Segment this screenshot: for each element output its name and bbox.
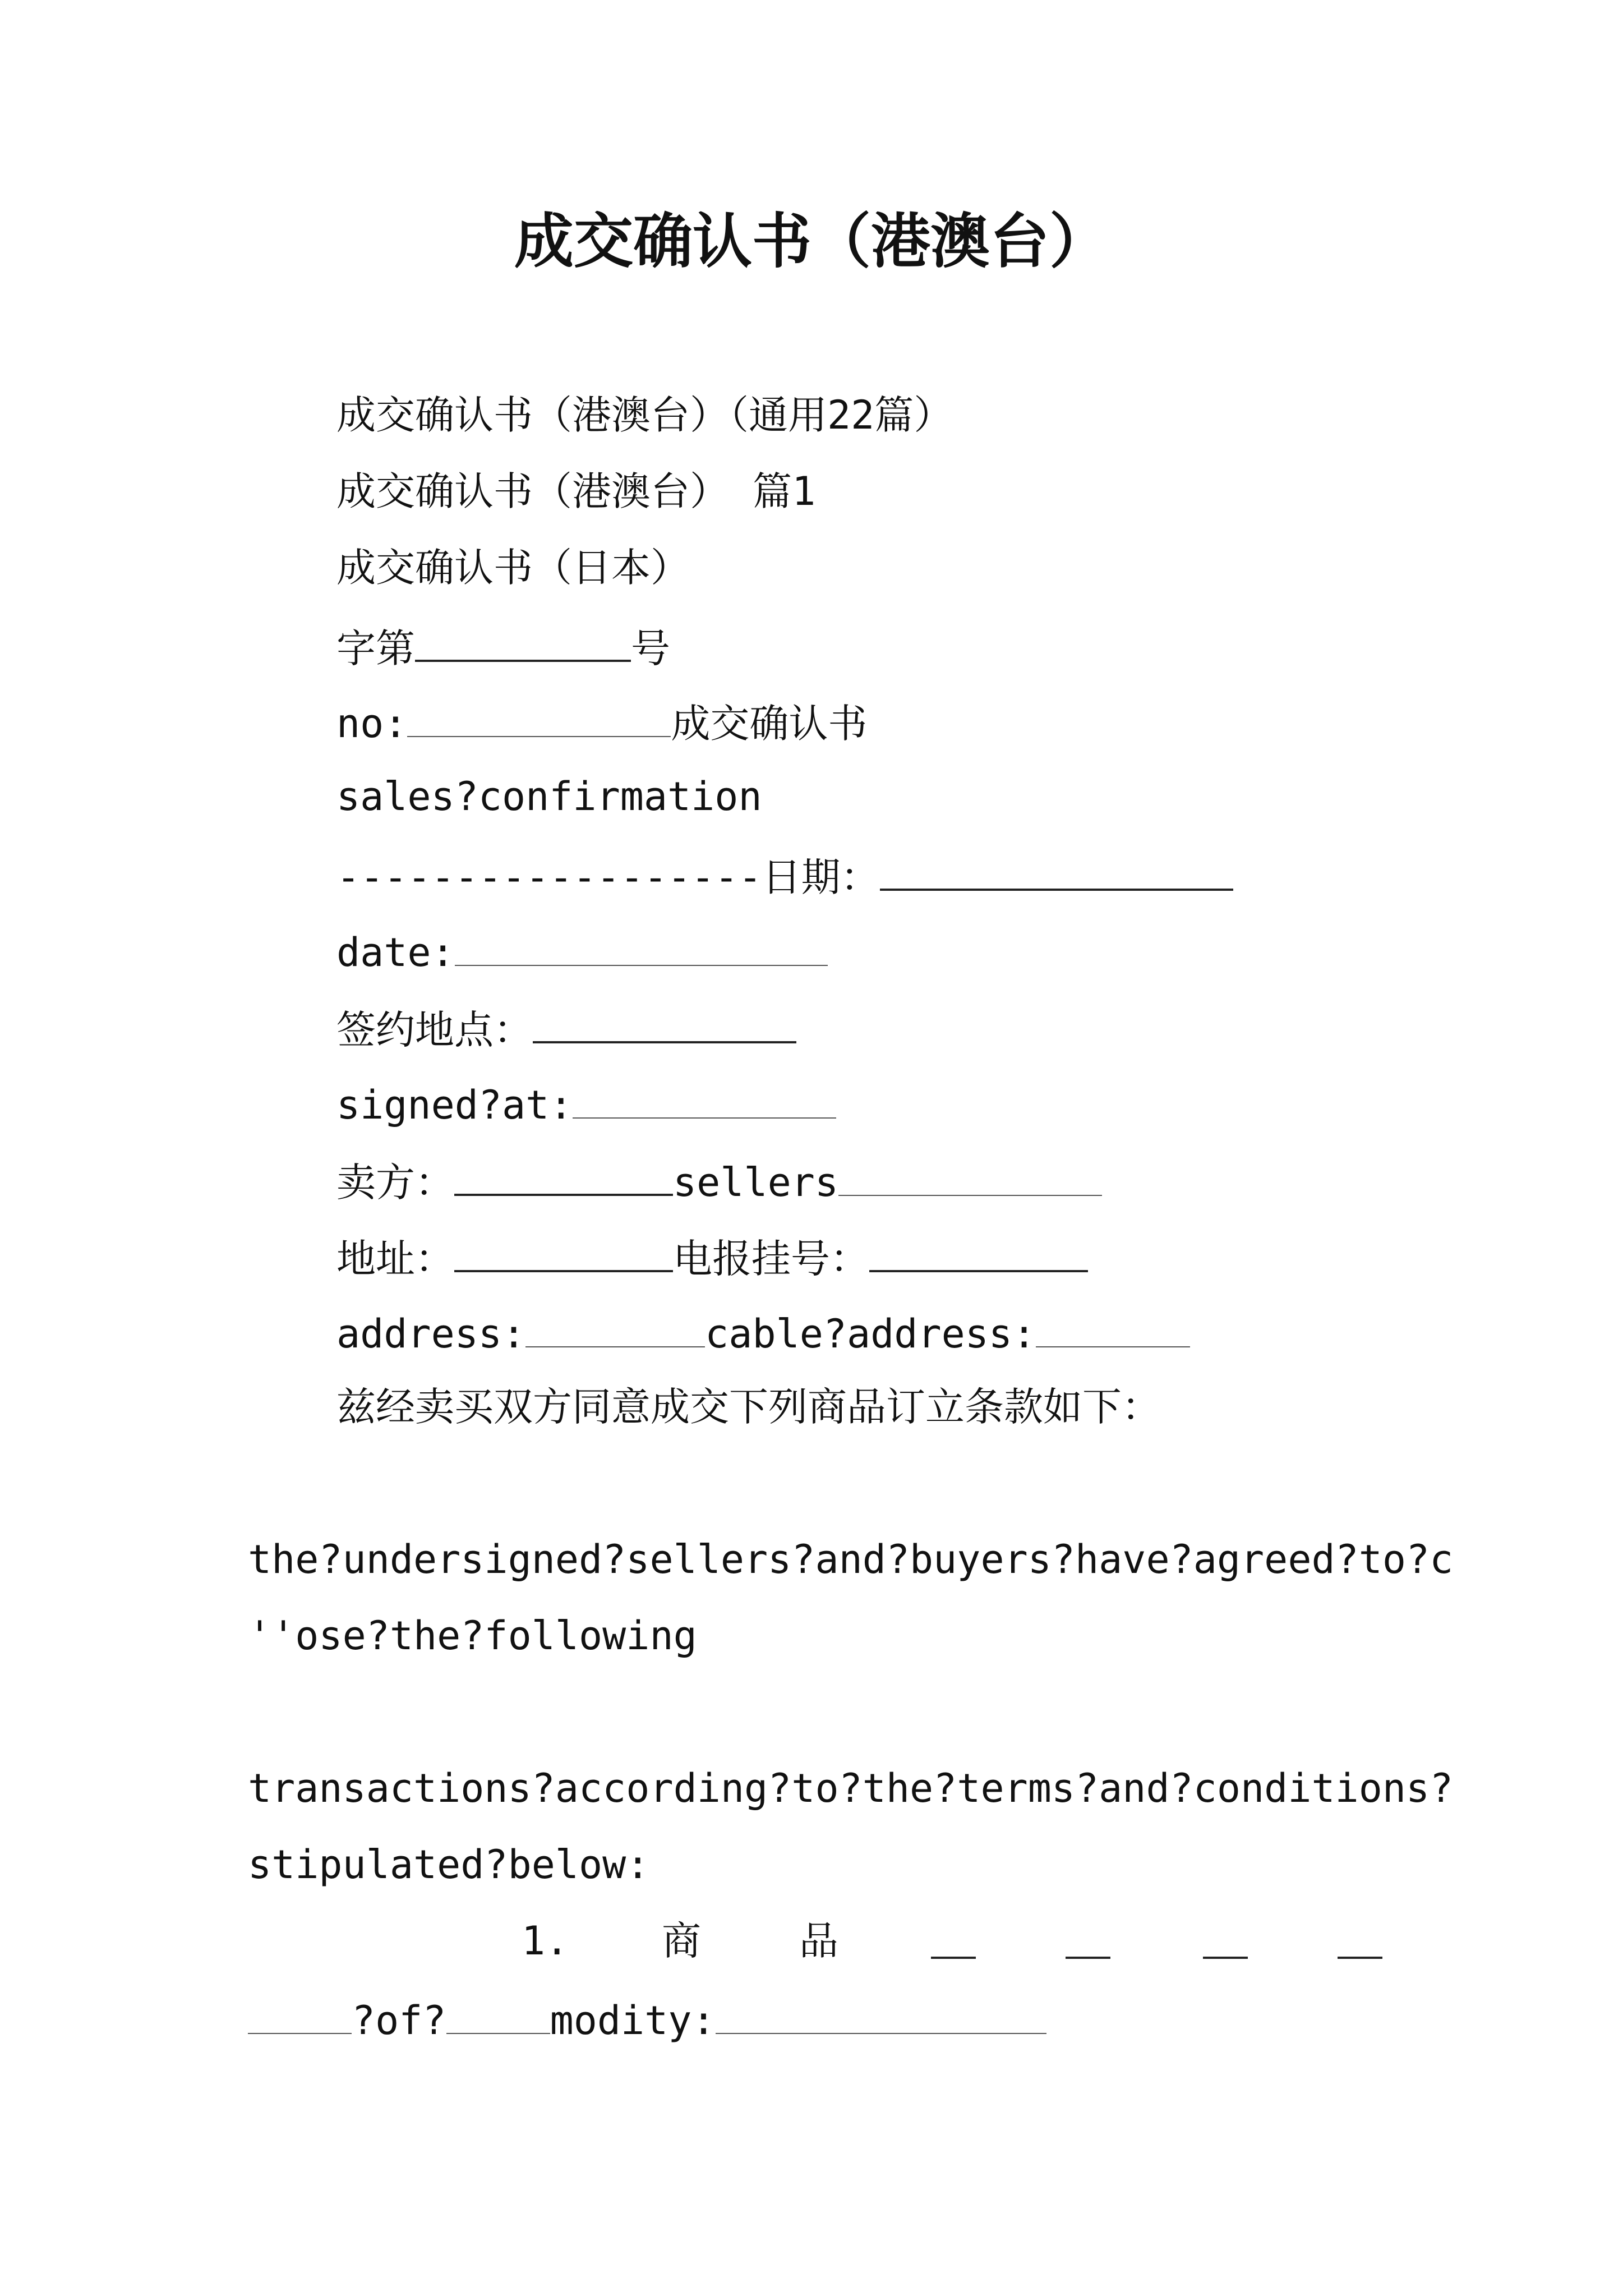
subtitle-line [336,387,953,443]
item-1-blanks [931,1913,1382,1973]
date-cn-line [336,845,1233,905]
blank-field [454,1150,673,1196]
label: 字第 [336,625,415,671]
agreement-cn-line [336,1379,1161,1435]
doc-number-line [336,616,670,677]
paragraph-text: ''ose?the?following [248,1613,697,1659]
blank-field [573,1074,836,1119]
seller-line [336,1150,1102,1211]
form-heading-text: 成交确认书（日本） [336,545,690,591]
paragraph-text: stipulated?below: [248,1842,650,1888]
form-heading [336,540,690,596]
subtitle-text: 成交确认书（港澳台）（通用22篇） [336,392,953,438]
label: date: [336,930,455,976]
label: 电报挂号： [673,1236,869,1282]
blank-field [454,1226,673,1272]
agreement-en-line-1 [248,1531,1453,1588]
blank-field [1036,1303,1190,1347]
blank-field [446,1989,550,2034]
sales-confirmation-line [336,769,762,825]
label: ?of? [352,1998,446,2044]
blank-field [525,1303,705,1347]
address-cn-line [336,1226,1088,1287]
paragraph-text: transactions?according?to?the?terms?and?conditions? [248,1765,1454,1811]
item-1-label-b [799,1913,838,1969]
paragraph-text: the?undersigned?sellers?and?buyers?have?agreed?to?c [248,1536,1454,1582]
label: sellers [673,1159,839,1205]
item-1-number [522,1913,569,1969]
label: signed?at: [336,1082,573,1128]
blank-field [880,845,1233,891]
item-1-label-a [662,1913,701,1969]
blank-field [407,692,671,737]
label: 签约地点： [336,1007,533,1053]
blank-field [533,997,796,1043]
blank-field [931,1913,976,1959]
agreement-en-line-4 [248,1837,649,1893]
commodity-line [248,1989,1046,2049]
agreement-en-line-2 [248,1608,697,1664]
label: modity: [550,1998,716,2044]
blank-field [869,1226,1088,1272]
label: address: [336,1311,526,1357]
signing-place-cn-line [336,997,796,1058]
blank-field [455,921,828,966]
date-en-line [336,921,828,981]
label: 号 [631,625,670,671]
label: 商 [662,1918,701,1964]
address-en-line [336,1303,1190,1362]
document-title: 成交确认书（港澳台） [514,206,1109,276]
label: sales?confirmation [336,774,762,820]
blank-field [838,1151,1102,1196]
label: 品 [799,1918,838,1964]
blank-field [1203,1913,1248,1959]
label: no: [336,701,408,747]
label: 卖方： [336,1159,454,1205]
blank-field [1338,1913,1382,1959]
blank-field [1066,1913,1110,1959]
paragraph-text: 兹经卖买双方同意成交下列商品订立条款如下： [336,1384,1161,1430]
label: ------------------日期： [336,854,880,900]
label: 地址： [336,1236,454,1282]
agreement-en-line-3 [248,1760,1453,1816]
blank-field [716,1989,1046,2034]
label: 1. [522,1918,569,1964]
label: cable?address: [705,1311,1036,1357]
blank-field [415,616,631,662]
label: 成交确认书 [671,701,868,747]
blank-field [248,1989,352,2034]
no-line [336,692,867,752]
section-heading-text: 成交确认书（港澳台） 篇1 [336,468,816,514]
signed-at-line [336,1074,836,1133]
section-heading [336,463,815,519]
